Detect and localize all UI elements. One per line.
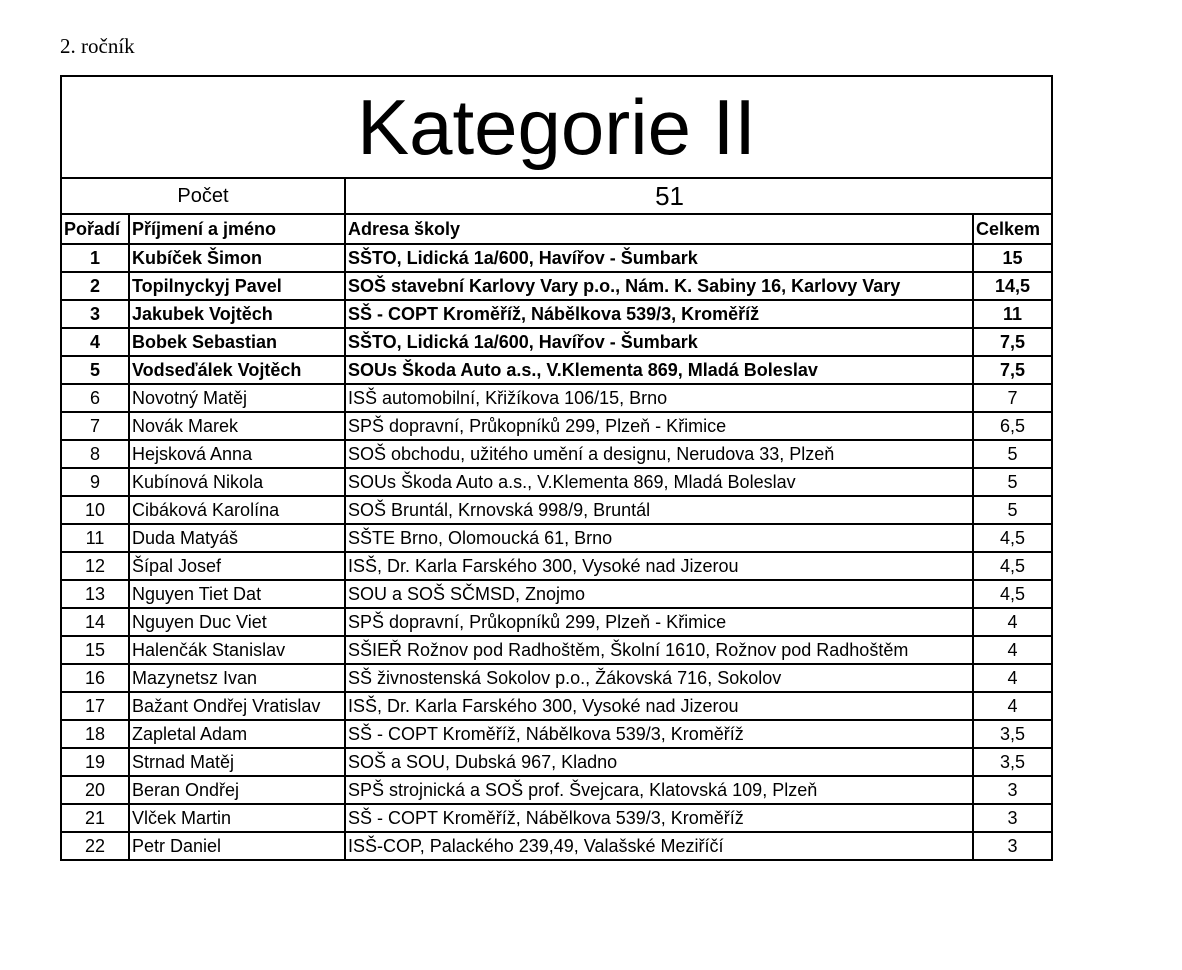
cell-rank: 7 xyxy=(61,412,129,440)
table-title: Kategorie II xyxy=(61,76,1052,178)
table-row xyxy=(61,832,1052,860)
cell-name: Petr Daniel xyxy=(129,832,345,860)
cell-rank: 15 xyxy=(61,636,129,664)
cell-name: Kubíček Šimon xyxy=(129,244,345,272)
table-row xyxy=(61,272,1052,300)
table-row xyxy=(61,720,1052,748)
cell-total: 4 xyxy=(973,636,1052,664)
cell-rank: 2 xyxy=(61,272,129,300)
cell-name: Zapletal Adam xyxy=(129,720,345,748)
cell-name: Bažant Ondřej Vratislav xyxy=(129,692,345,720)
table-row xyxy=(61,748,1052,776)
cell-name: Novák Marek xyxy=(129,412,345,440)
table-row xyxy=(61,328,1052,356)
cell-school: SOŠ stavební Karlovy Vary p.o., Nám. K. Sabiny 16, Karlovy Vary xyxy=(345,272,973,300)
cell-total: 3 xyxy=(973,832,1052,860)
cell-total: 4 xyxy=(973,692,1052,720)
cell-school: SŠTO, Lidická 1a/600, Havířov - Šumbark xyxy=(345,328,973,356)
cell-name: Novotný Matěj xyxy=(129,384,345,412)
cell-school: SŠTO, Lidická 1a/600, Havířov - Šumbark xyxy=(345,244,973,272)
cell-school: SŠ - COPT Kroměříž, Nábělkova 539/3, Kroměříž xyxy=(345,804,973,832)
cell-name: Nguyen Duc Viet xyxy=(129,608,345,636)
cell-name: Halenčák Stanislav xyxy=(129,636,345,664)
cell-total: 7,5 xyxy=(973,356,1052,384)
column-header-rank: Pořadí xyxy=(61,214,129,244)
cell-name: Vlček Martin xyxy=(129,804,345,832)
count-label: Počet xyxy=(61,178,345,214)
cell-rank: 21 xyxy=(61,804,129,832)
table-row xyxy=(61,244,1052,272)
title-row xyxy=(61,76,1052,178)
cell-total: 3 xyxy=(973,776,1052,804)
cell-school: SŠTE Brno, Olomoucká 61, Brno xyxy=(345,524,973,552)
cell-school: ISŠ, Dr. Karla Farského 300, Vysoké nad Jizerou xyxy=(345,552,973,580)
cell-rank: 20 xyxy=(61,776,129,804)
cell-rank: 8 xyxy=(61,440,129,468)
cell-total: 3,5 xyxy=(973,748,1052,776)
cell-rank: 22 xyxy=(61,832,129,860)
cell-total: 5 xyxy=(973,468,1052,496)
cell-school: SOUs Škoda Auto a.s., V.Klementa 869, Mladá Boleslav xyxy=(345,468,973,496)
table-row xyxy=(61,496,1052,524)
cell-total: 4,5 xyxy=(973,580,1052,608)
cell-school: SOŠ obchodu, užitého umění a designu, Nerudova 33, Plzeň xyxy=(345,440,973,468)
cell-total: 7,5 xyxy=(973,328,1052,356)
cell-school: SOŠ a SOU, Dubská 967, Kladno xyxy=(345,748,973,776)
table-row xyxy=(61,300,1052,328)
table-row xyxy=(61,552,1052,580)
cell-rank: 9 xyxy=(61,468,129,496)
table-row xyxy=(61,356,1052,384)
header-row xyxy=(61,214,1052,244)
table-row xyxy=(61,692,1052,720)
cell-name: Šípal Josef xyxy=(129,552,345,580)
cell-total: 6,5 xyxy=(973,412,1052,440)
results-table xyxy=(60,75,1053,861)
table-row xyxy=(61,664,1052,692)
table-row xyxy=(61,384,1052,412)
cell-total: 14,5 xyxy=(973,272,1052,300)
table-row xyxy=(61,468,1052,496)
cell-total: 3,5 xyxy=(973,720,1052,748)
cell-name: Vodseďálek Vojtěch xyxy=(129,356,345,384)
column-header-name: Příjmení a jméno xyxy=(129,214,345,244)
cell-rank: 14 xyxy=(61,608,129,636)
cell-name: Cibáková Karolína xyxy=(129,496,345,524)
cell-school: SPŠ dopravní, Průkopníků 299, Plzeň - Křimice xyxy=(345,412,973,440)
cell-total: 4 xyxy=(973,608,1052,636)
cell-name: Mazynetsz Ivan xyxy=(129,664,345,692)
cell-name: Jakubek Vojtěch xyxy=(129,300,345,328)
cell-rank: 11 xyxy=(61,524,129,552)
cell-total: 4,5 xyxy=(973,552,1052,580)
cell-rank: 6 xyxy=(61,384,129,412)
count-row xyxy=(61,178,1052,214)
cell-total: 4 xyxy=(973,664,1052,692)
cell-name: Strnad Matěj xyxy=(129,748,345,776)
cell-name: Topilnyckyj Pavel xyxy=(129,272,345,300)
cell-school: SOŠ Bruntál, Krnovská 998/9, Bruntál xyxy=(345,496,973,524)
cell-school: SŠIEŘ Rožnov pod Radhoštěm, Školní 1610, Rožnov pod Radhoštěm xyxy=(345,636,973,664)
cell-rank: 3 xyxy=(61,300,129,328)
page-heading: 2. ročník xyxy=(60,34,135,58)
cell-total: 5 xyxy=(973,496,1052,524)
cell-school: SŠ živnostenská Sokolov p.o., Žákovská 716, Sokolov xyxy=(345,664,973,692)
cell-school: ISŠ-COP, Palackého 239,49, Valašské Meziříčí xyxy=(345,832,973,860)
cell-rank: 17 xyxy=(61,692,129,720)
count-value: 51 xyxy=(345,178,1052,214)
cell-name: Nguyen Tiet Dat xyxy=(129,580,345,608)
cell-rank: 12 xyxy=(61,552,129,580)
cell-total: 3 xyxy=(973,804,1052,832)
cell-name: Beran Ondřej xyxy=(129,776,345,804)
cell-total: 7 xyxy=(973,384,1052,412)
cell-name: Duda Matyáš xyxy=(129,524,345,552)
cell-school: SŠ - COPT Kroměříž, Nábělkova 539/3, Kroměříž xyxy=(345,300,973,328)
cell-school: SPŠ dopravní, Průkopníků 299, Plzeň - Křimice xyxy=(345,608,973,636)
cell-school: SOU a SOŠ SČMSD, Znojmo xyxy=(345,580,973,608)
cell-school: ISŠ, Dr. Karla Farského 300, Vysoké nad Jizerou xyxy=(345,692,973,720)
cell-total: 15 xyxy=(973,244,1052,272)
cell-rank: 13 xyxy=(61,580,129,608)
cell-school: SPŠ strojnická a SOŠ prof. Švejcara, Klatovská 109, Plzeň xyxy=(345,776,973,804)
cell-rank: 19 xyxy=(61,748,129,776)
cell-name: Kubínová Nikola xyxy=(129,468,345,496)
table-row xyxy=(61,608,1052,636)
cell-total: 5 xyxy=(973,440,1052,468)
cell-school: ISŠ automobilní, Křižíkova 106/15, Brno xyxy=(345,384,973,412)
cell-name: Bobek Sebastian xyxy=(129,328,345,356)
cell-rank: 16 xyxy=(61,664,129,692)
cell-rank: 18 xyxy=(61,720,129,748)
table-row xyxy=(61,776,1052,804)
table-row xyxy=(61,440,1052,468)
table-row xyxy=(61,524,1052,552)
cell-school: SŠ - COPT Kroměříž, Nábělkova 539/3, Kroměříž xyxy=(345,720,973,748)
cell-rank: 10 xyxy=(61,496,129,524)
table-row xyxy=(61,804,1052,832)
table-row xyxy=(61,412,1052,440)
table-row xyxy=(61,580,1052,608)
column-header-total: Celkem xyxy=(973,214,1052,244)
cell-name: Hejsková Anna xyxy=(129,440,345,468)
cell-school: SOUs Škoda Auto a.s., V.Klementa 869, Mladá Boleslav xyxy=(345,356,973,384)
cell-total: 11 xyxy=(973,300,1052,328)
cell-total: 4,5 xyxy=(973,524,1052,552)
cell-rank: 1 xyxy=(61,244,129,272)
cell-rank: 4 xyxy=(61,328,129,356)
cell-rank: 5 xyxy=(61,356,129,384)
table-row xyxy=(61,636,1052,664)
column-header-school: Adresa školy xyxy=(345,214,973,244)
